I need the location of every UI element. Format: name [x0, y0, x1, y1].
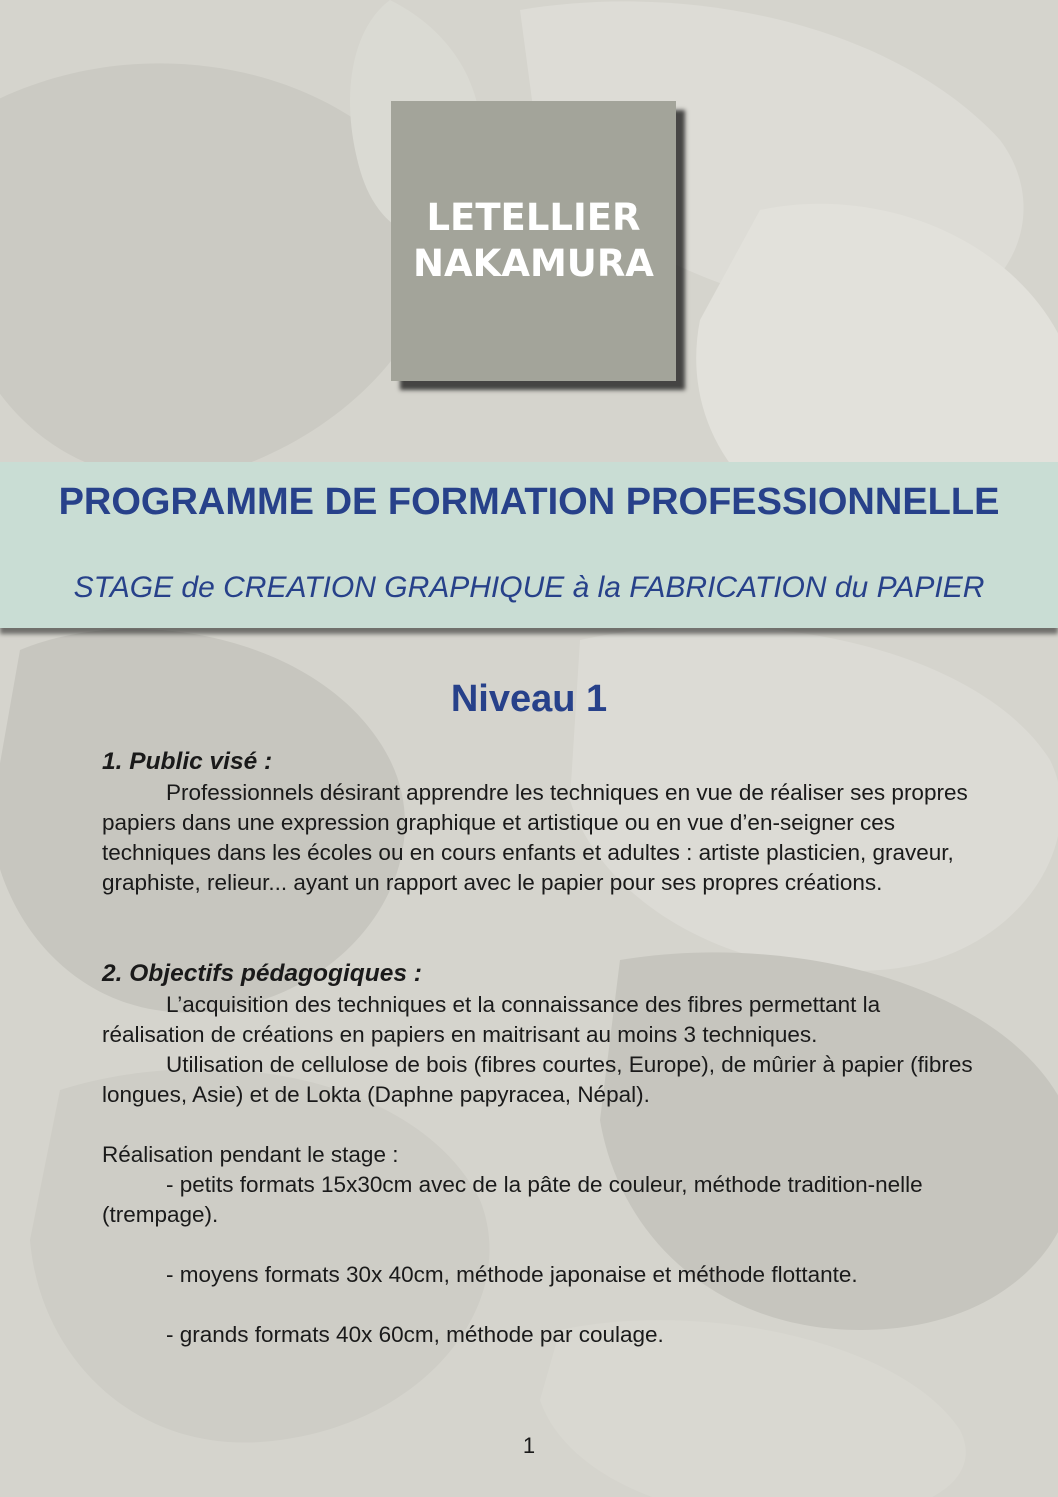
page-number: 1 — [522, 1433, 536, 1458]
realisation-label: Réalisation pendant le stage : — [102, 1142, 399, 1167]
banner-title: PROGRAMME DE FORMATION PROFESSIONNELLE — [58, 481, 1000, 523]
realisation-item-2: - moyens formats 30x 40cm, méthode japonaise et méthode flottante. — [166, 1262, 858, 1287]
realisation-item-3: - grands formats 40x 60cm, méthode par coulage. — [166, 1322, 664, 1347]
main-content — [102, 746, 982, 1350]
section-1-paragraph: Professionnels désirant apprendre les techniques en vue de réaliser ses propres papiers dans une expression graphique et artistique ou en vue d’en-seigner ces techniques dans les écoles ou en cours enfants et adultes : artiste plasticien, graveur, graphiste, relieur... ayant un rapport avec le papier pour ses propres créations. — [102, 780, 968, 895]
section-2-paragraph-1: L’acquisition des techniques et la connaissance des fibres permettant la réalisation de créations en papiers en maitrisant au moins 3 techniques. — [102, 992, 881, 1047]
section-2-heading: 2. Objectifs pédagogiques : — [102, 960, 422, 987]
section-2-paragraph-2: Utilisation de cellulose de bois (fibres courtes, Europe), de mûrier à papier (fibres longues, Asie) et de Lokta (Daphne papyracea, Népal). — [102, 1052, 973, 1107]
banner-subtitle: STAGE de CREATION GRAPHIQUE à la FABRICATION du PAPIER — [73, 571, 985, 604]
logo-box — [391, 101, 676, 381]
spacer — [102, 898, 982, 958]
spacer — [102, 1110, 982, 1140]
logo-line-2: NAKAMURA — [413, 242, 654, 285]
level-heading: Niveau 1 — [450, 678, 608, 720]
section-1-heading: 1. Public visé : — [102, 748, 273, 775]
spacer — [102, 1290, 982, 1320]
logo-line-1: LETELLIER — [426, 196, 641, 239]
spacer — [102, 1230, 982, 1260]
realisation-item-1: - petits formats 15x30cm avec de la pâte de couleur, méthode tradition-nelle (trempage). — [102, 1172, 923, 1227]
title-banner — [0, 462, 1058, 628]
